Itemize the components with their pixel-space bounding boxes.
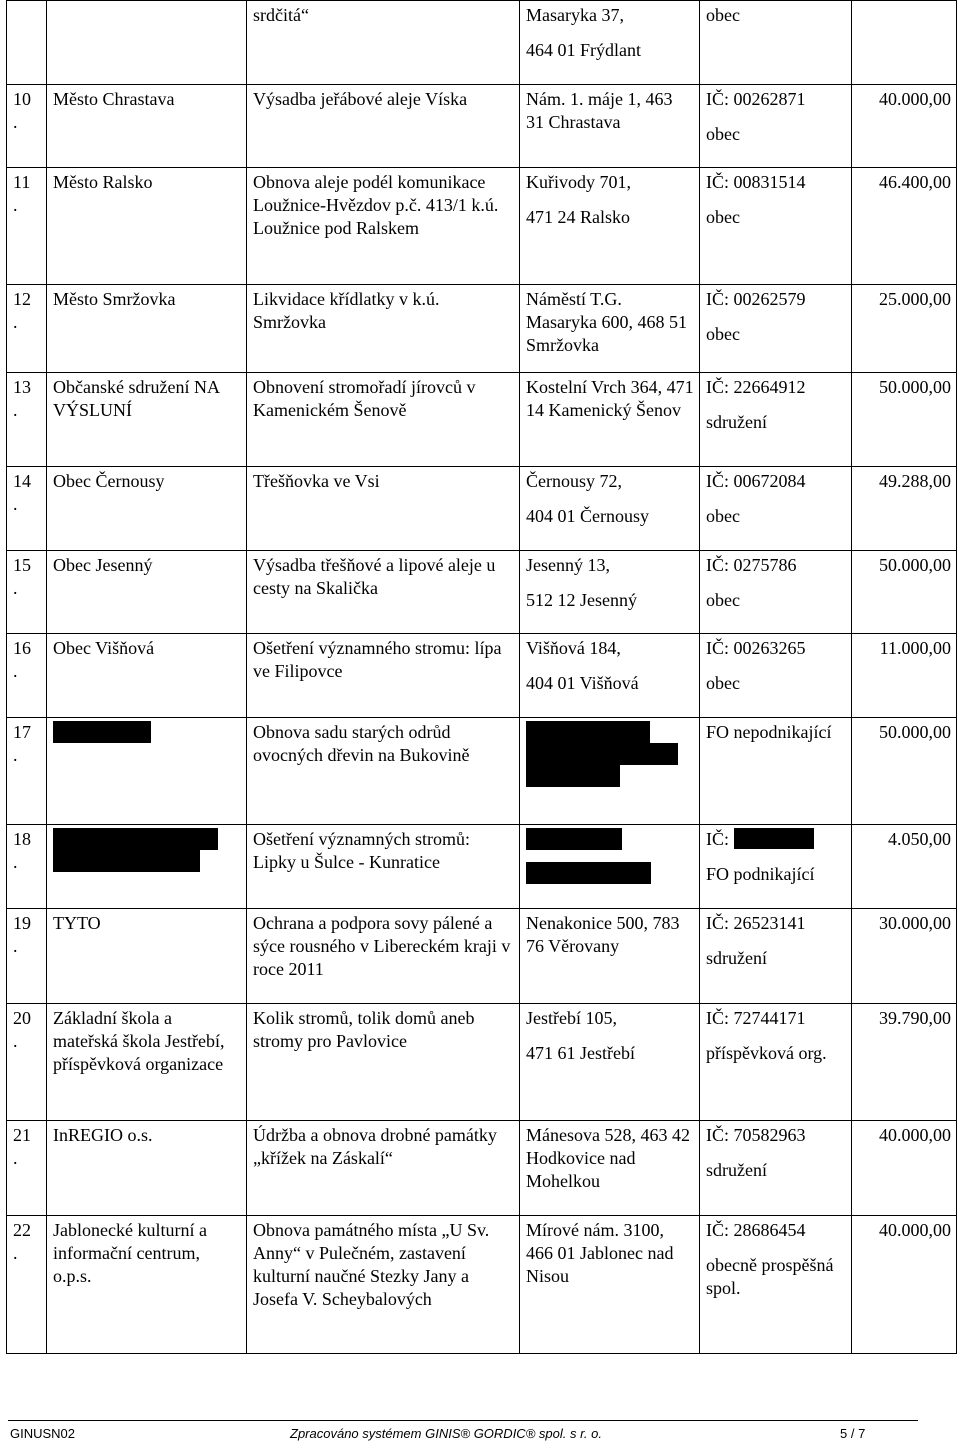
applicant-name: Město Smržovka — [47, 285, 247, 373]
applicant-name — [47, 825, 247, 909]
grant-amount: 11.000,00 — [852, 634, 957, 718]
project-name: Ošetření významných stromů: Lipky u Šulce - Kunratice — [247, 825, 520, 909]
applicant-address: Mírové nám. 3100, 466 01 Jablonec nad Nisou — [520, 1216, 700, 1354]
grant-amount: 50.000,00 — [852, 551, 957, 634]
applicant-name: Obec Jesenný — [47, 551, 247, 634]
table-row — [7, 1216, 957, 1354]
project-name: Obnova památného místa „U Sv. Anny“ v Pulečném, zastavení kulturní naučné Stezky Jany a Josefa V. Scheybalových — [247, 1216, 520, 1354]
grants-table — [6, 0, 957, 1354]
table-row — [7, 634, 957, 718]
project-name: Kolik stromů, tolik domů aneb stromy pro Pavlovice — [247, 1004, 520, 1121]
redacted-block — [53, 828, 218, 850]
grant-amount: 25.000,00 — [852, 285, 957, 373]
applicant-address: Černousy 72, 404 01 Černousy — [520, 467, 700, 551]
page-footer — [8, 1420, 952, 1440]
applicant-name: Obec Černousy — [47, 467, 247, 551]
row-number: 18 . — [7, 825, 47, 909]
applicant-ic: FO nepodnikající — [700, 718, 852, 825]
applicant-name — [47, 718, 247, 825]
project-name: Ochrana a podpora sovy pálené a sýce rousného v Libereckém kraji v roce 2011 — [247, 909, 520, 1004]
row-number: 17 . — [7, 718, 47, 825]
applicant-address: Jesenný 13, 512 12 Jesenný — [520, 551, 700, 634]
table-row — [7, 285, 957, 373]
applicant-address: Nenakonice 500, 783 76 Věrovany — [520, 909, 700, 1004]
redacted-block — [53, 721, 151, 743]
generator-note: Zpracováno systémem GINIS® GORDIC® spol. s r. o. — [290, 1426, 602, 1441]
applicant-ic: IČ: 72744171 příspěvková org. — [700, 1004, 852, 1121]
applicant-name: TYTO — [47, 909, 247, 1004]
grant-amount: 40.000,00 — [852, 1121, 957, 1216]
table-row — [7, 1, 957, 85]
applicant-name: Obec Višňová — [47, 634, 247, 718]
applicant-name: Město Chrastava — [47, 85, 247, 168]
grant-amount: 40.000,00 — [852, 85, 957, 168]
applicant-address: Masaryka 37, 464 01 Frýdlant — [520, 1, 700, 85]
row-number: 21 . — [7, 1121, 47, 1216]
applicant-ic: IČ: 26523141 sdružení — [700, 909, 852, 1004]
applicant-address: Mánesova 528, 463 42 Hodkovice nad Mohelkou — [520, 1121, 700, 1216]
footer-rule — [8, 1420, 918, 1421]
project-name: Výsadba jeřábové aleje Víska — [247, 85, 520, 168]
applicant-ic: IČ: 70582963 sdružení — [700, 1121, 852, 1216]
applicant-address — [520, 825, 700, 909]
table-row — [7, 1004, 957, 1121]
table-row — [7, 467, 957, 551]
applicant-ic: IČ: FO podnikající — [700, 825, 852, 909]
table-row — [7, 168, 957, 285]
project-name: Ošetření významného stromu: lípa ve Filipovce — [247, 634, 520, 718]
row-number: 15 . — [7, 551, 47, 634]
redacted-block — [526, 743, 678, 765]
applicant-address: Nám. 1. máje 1, 463 31 Chrastava — [520, 85, 700, 168]
redacted-block — [526, 828, 622, 850]
applicant-ic: IČ: 0275786 obec — [700, 551, 852, 634]
document-code: GINUSN02 — [10, 1426, 76, 1441]
project-name: Obnovení stromořadí jírovců v Kamenickém Šenově — [247, 373, 520, 467]
applicant-address: Kuřivody 701, 471 24 Ralsko — [520, 168, 700, 285]
table-row — [7, 718, 957, 825]
row-number: 14 . — [7, 467, 47, 551]
applicant-address: Kostelní Vrch 364, 471 14 Kamenický Šenov — [520, 373, 700, 467]
grant-amount: 46.400,00 — [852, 168, 957, 285]
applicant-ic: IČ: 00263265 obec — [700, 634, 852, 718]
applicant-name: InREGIO o.s. — [47, 1121, 247, 1216]
row-number: 20 . — [7, 1004, 47, 1121]
applicant-ic: IČ: 00831514 obec — [700, 168, 852, 285]
grant-amount: 49.288,00 — [852, 467, 957, 551]
project-name: Údržba a obnova drobné památky „křížek na Záskalí“ — [247, 1121, 520, 1216]
row-number: 10 . — [7, 85, 47, 168]
applicant-ic: obec — [700, 1, 852, 85]
applicant-name: Jablonecké kulturní a informační centrum, o.p.s. — [47, 1216, 247, 1354]
project-name: srdčitá“ — [247, 1, 520, 85]
grant-amount: 50.000,00 — [852, 718, 957, 825]
row-number: 19 . — [7, 909, 47, 1004]
project-name: Likvidace křídlatky v k.ú. Smržovka — [247, 285, 520, 373]
redacted-block — [734, 828, 814, 849]
applicant-address: Višňová 184, 404 01 Višňová — [520, 634, 700, 718]
applicant-name: Město Ralsko — [47, 168, 247, 285]
applicant-ic: IČ: 00262579 obec — [700, 285, 852, 373]
grant-amount: 40.000,00 — [852, 1216, 957, 1354]
grant-amount: 39.790,00 — [852, 1004, 957, 1121]
row-number: 16 . — [7, 634, 47, 718]
grant-amount: 30.000,00 — [852, 909, 957, 1004]
applicant-ic: IČ: 22664912 sdružení — [700, 373, 852, 467]
table-row — [7, 85, 957, 168]
project-name: Třešňovka ve Vsi — [247, 467, 520, 551]
page-number: 5 / 7 — [840, 1426, 866, 1441]
project-name: Obnova aleje podél komunikace Loužnice-Hvězdov p.č. 413/1 k.ú. Loužnice pod Ralskem — [247, 168, 520, 285]
applicant-name — [47, 1, 247, 85]
applicant-address: Jestřebí 105, 471 61 Jestřebí — [520, 1004, 700, 1121]
grant-amount — [852, 1, 957, 85]
table-row — [7, 373, 957, 467]
row-number: 22 . — [7, 1216, 47, 1354]
row-number: 13 . — [7, 373, 47, 467]
applicant-ic: IČ: 00672084 obec — [700, 467, 852, 551]
applicant-ic: IČ: 28686454 obecně prospěšná spol. — [700, 1216, 852, 1354]
applicant-address: Náměstí T.G. Masaryka 600, 468 51 Smržovka — [520, 285, 700, 373]
project-name: Obnova sadu starých odrůd ovocných dřevin na Bukovině — [247, 718, 520, 825]
grant-amount: 50.000,00 — [852, 373, 957, 467]
applicant-name: Základní škola a mateřská škola Jestřebí, příspěvková organizace — [47, 1004, 247, 1121]
row-number: 12 . — [7, 285, 47, 373]
applicant-address — [520, 718, 700, 825]
applicant-name: Občanské sdružení NA VÝSLUNÍ — [47, 373, 247, 467]
project-name: Výsadba třešňové a lipové aleje u cesty na Skalička — [247, 551, 520, 634]
table-row — [7, 909, 957, 1004]
table-row — [7, 825, 957, 909]
redacted-block — [526, 765, 620, 787]
table-row — [7, 1121, 957, 1216]
table-row — [7, 551, 957, 634]
grant-amount: 4.050,00 — [852, 825, 957, 909]
redacted-block — [53, 850, 200, 872]
redacted-block — [526, 862, 651, 884]
row-number: 11 . — [7, 168, 47, 285]
applicant-ic: IČ: 00262871 obec — [700, 85, 852, 168]
redacted-block — [526, 721, 650, 743]
row-number — [7, 1, 47, 85]
